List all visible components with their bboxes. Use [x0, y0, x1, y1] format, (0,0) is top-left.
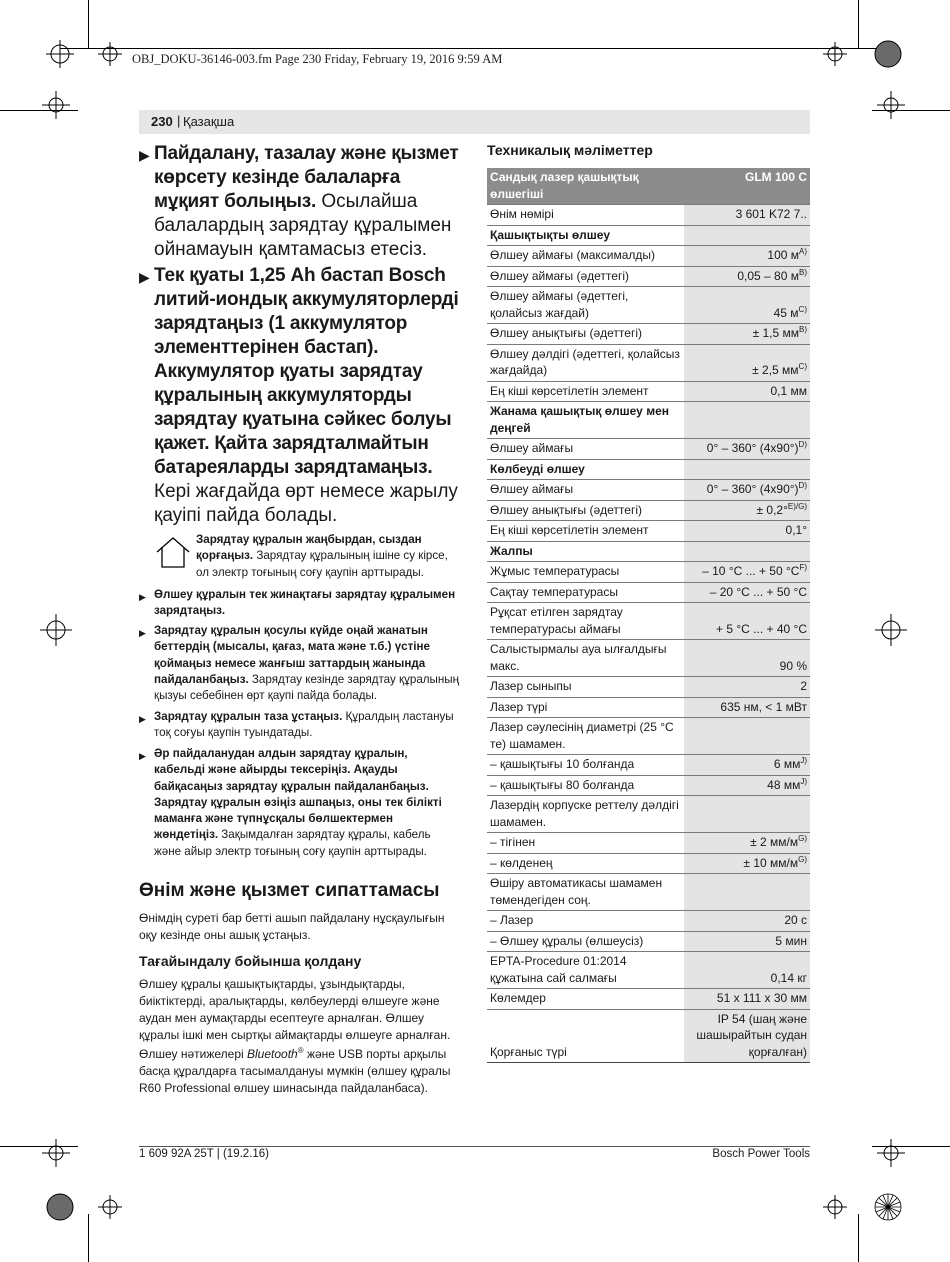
tech-data-title: Техникалық мәліметтер [487, 142, 653, 158]
table-row [487, 246, 810, 267]
row-value-text: ± 0,2° [756, 502, 788, 517]
row-label: Өлшеу аймағы (максималды) [487, 246, 684, 267]
triangle-bullet-icon: ▶ [139, 592, 146, 602]
row-value [684, 874, 810, 911]
table-row [487, 562, 810, 583]
row-label: Салыстырмалы ауа ылғалдығы макс. [487, 640, 684, 677]
warning-battery-text: Кері жағдайда өрт немесе жарылу қауіпі пайда болады. [154, 481, 458, 526]
crosshair-target-icon [875, 614, 907, 646]
table-row [487, 775, 810, 796]
header-model: GLM 100 C [684, 168, 810, 205]
row-label: Өлшеу аймағы (әдеттегі) [487, 266, 684, 287]
table-row [487, 796, 810, 833]
crosshair-target-icon [40, 614, 72, 646]
triangle-bullet-icon: ▶ [139, 714, 146, 724]
triangle-bullet-icon: ▶ [139, 147, 150, 163]
row-value-text: 6 мм [773, 757, 801, 771]
row-label: Өлшеу аймағы (әдеттегі, қолайсыз жағдай) [487, 287, 684, 324]
bullet-bold: Өлшеу құралын тек жинақтағы зарядтау құралымен зарядтаңыз. [154, 588, 456, 618]
row-value-text: + 5 °C ... + 40 °C [716, 621, 807, 636]
row-label: – қашықтығы 80 болғанда [487, 775, 684, 796]
row-value [684, 266, 810, 287]
row-value-text: ± 10 мм/м [743, 855, 799, 870]
crosshair-target-icon [877, 91, 905, 119]
crosshair-target-icon [42, 91, 70, 119]
row-value-text: 0,1 мм [770, 383, 807, 398]
row-label: – Лазер [487, 911, 684, 932]
row-value-text: 0,1° [785, 523, 807, 537]
table-row [487, 205, 810, 226]
row-value [684, 697, 810, 718]
row-value-text: 51 x 111 x 30 мм [716, 991, 807, 1005]
footer-brand: Bosch Power Tools [712, 1148, 810, 1160]
row-value [684, 931, 810, 952]
row-value [684, 582, 810, 603]
row-label: Өлшеу анықтығы (әдеттегі) [487, 324, 684, 345]
row-value-text: 100 м [767, 248, 799, 262]
row-value-text: ± 2,5 мм [752, 363, 799, 377]
row-label: EPTA-Procedure 01:2014 құжатына сай салмағы [487, 952, 684, 989]
row-label: Қорғаныс түрі [487, 1009, 684, 1063]
row-value-text: ± 2 мм/м [750, 835, 799, 849]
row-value-text: 45 м [773, 305, 799, 320]
warning-rain-bold: Зарядтау құралын жаңбырдан, сыздан қорғаңыз. [196, 533, 422, 563]
row-value [684, 603, 810, 640]
footnote-ref: C) [798, 304, 807, 314]
row-label: – тігінен [487, 833, 684, 854]
row-value [684, 755, 810, 776]
row-value-text: 5 мин [775, 933, 807, 948]
tech-data-table [487, 168, 810, 1063]
footer-doc-number: 1 609 92A 25T | (19.2.16) [139, 1148, 270, 1160]
row-value [684, 500, 810, 521]
table-row [487, 931, 810, 952]
page-number: 230 [151, 114, 173, 129]
row-value-text: 90 % [779, 658, 807, 673]
row-label: Өлшеу аймағы [487, 480, 684, 501]
table-row [487, 952, 810, 989]
row-label: Өнім нөмірі [487, 205, 684, 226]
row-label: Өшіру автоматикасы шамамен төмендегіден соң. [487, 874, 684, 911]
row-value [684, 640, 810, 677]
footnote-ref: D) [798, 440, 807, 449]
row-value-text: 0,05 – 80 м [737, 268, 799, 283]
row-label: Өлшеу анықтығы (әдеттегі) [487, 500, 684, 521]
row-value [684, 480, 810, 501]
print-slug: OBJ_DOKU-36146-003.fm Page 230 Friday, February 19, 2016 9:59 AM [132, 52, 503, 66]
row-value-text: 635 нм, < 1 мВт [720, 699, 807, 714]
row-value [684, 853, 810, 874]
row-value [684, 225, 810, 246]
header-separator: | [177, 113, 181, 128]
row-value [684, 911, 810, 932]
footnote-ref: B) [799, 267, 807, 277]
bluetooth-brand: Bluetooth [247, 1047, 298, 1061]
table-header-row [487, 168, 810, 205]
footnote-ref: J) [800, 756, 807, 765]
row-value [684, 677, 810, 698]
row-value [684, 521, 810, 542]
table-row [487, 582, 810, 603]
warning-children-bold: Пайдалану, тазалау және қызмет көрсету кезінде балаларға мұқият болыңыз. [154, 143, 459, 212]
row-label: Жанама қашықтық өлшеу мен деңгей [487, 402, 684, 439]
crosshair-target-icon [823, 42, 847, 66]
table-row [487, 911, 810, 932]
row-label: Лазер сәулесінің диаметрі (25 °C те) шамамен. [487, 718, 684, 755]
row-value [684, 324, 810, 345]
warning-rain-text: Зарядтау құралының ішіне су кірсе, ол электр тоғының соғу қаупін арттырады. [196, 549, 448, 579]
footnote-ref: F) [799, 563, 807, 572]
row-label: – көлденең [487, 853, 684, 874]
footnote-ref: J) [800, 776, 807, 786]
section-title: Өнім және қызмет сипаттамасы [139, 880, 440, 901]
header-language: Қазақша [183, 114, 235, 129]
triangle-bullet-icon: ▶ [139, 751, 146, 761]
gray-dot-target-icon [875, 41, 901, 67]
footnote-ref: G) [798, 834, 807, 843]
row-value [684, 439, 810, 460]
table-section-row [487, 225, 810, 246]
table-row [487, 266, 810, 287]
table-row [487, 853, 810, 874]
triangle-bullet-icon: ▶ [139, 269, 150, 285]
row-value [684, 775, 810, 796]
house-indoor-icon [155, 535, 191, 569]
bullet-text: Құралдың ластануы тоқ соғуы қаупін туындатады. [154, 710, 454, 740]
table-row [487, 640, 810, 677]
row-label: Көлбеуді өлшеу [487, 459, 684, 480]
footnote-ref: B) [799, 325, 807, 334]
row-value-text: 0° – 360° (4x90°) [706, 441, 799, 455]
table-row [487, 381, 810, 402]
bullet-bold: Зарядтау құралын қосулы күйде оңай жанатын беттердің (мысалы, қағаз, мата және т.б.) үстіне қоймаңыз немесе жанғыш заттардың жанында пайдаланбаңыз. [154, 624, 430, 686]
row-value-text: 48 мм [767, 777, 801, 792]
row-label: Рұқсат етілген зарядтау температурасы аймағы [487, 603, 684, 640]
row-label: Өлшеу дәлдігі (әдеттегі, қолайсыз жағдайда) [487, 344, 684, 381]
row-value [684, 381, 810, 402]
crosshair-target-icon [46, 40, 74, 68]
crosshair-target-icon [98, 1195, 122, 1219]
registered-mark: ® [297, 1046, 304, 1055]
row-value-text: ± 1,5 мм [752, 326, 799, 340]
row-value [684, 402, 810, 439]
row-value [684, 246, 810, 267]
subsection-title: Тағайындалу бойынша қолдану [139, 953, 362, 969]
row-value-text: 3 601 K72 7.. [735, 207, 807, 221]
triangle-bullet-icon: ▶ [139, 628, 146, 638]
row-value [684, 287, 810, 324]
row-value [684, 833, 810, 854]
row-value [684, 344, 810, 381]
footnote-ref: C) [798, 362, 807, 371]
bluetooth-paragraph-end: және USB порты арқылы басқа құралдарға тасымалдануы мүмкін (өлшеу құралы R60 Professional өлшеу шинасында пайдаланбаса). [139, 1047, 451, 1095]
row-label: Көлемдер [487, 989, 684, 1010]
row-label: Лазердің корпуске реттелу дәлдігі шамамен. [487, 796, 684, 833]
crosshair-target-icon [42, 1139, 70, 1167]
crosshair-target-icon [823, 1195, 847, 1219]
footnote-ref: A) [799, 247, 807, 256]
section-intro: Өнімдің суреті бар бетті ашып пайдалану нұсқаулығын оқу кезінде оны ашық ұстаңыз. [139, 911, 445, 942]
table-row [487, 697, 810, 718]
row-label: Лазер түрі [487, 697, 684, 718]
table-row [487, 603, 810, 640]
row-value-text: – 10 °C ... + 50 °C [702, 564, 800, 578]
bluetooth-paragraph-start: Өлшеу нәтижелері [139, 1047, 247, 1061]
crosshair-target-icon [877, 1139, 905, 1167]
table-row [487, 439, 810, 460]
table-row [487, 755, 810, 776]
intended-use-paragraph: Өлшеу құралы қашықтықтарды, ұзындықтарды, биіктіктерді, аралықтарды, көлбеулерді өлшеуге және аудан мен аумақтарды есептеуге арналған. Өлшеу құралы ішкі мен сыртқы аймақтарды өлшеуге арналған. [139, 977, 451, 1042]
row-label: Қашықтықты өлшеу [487, 225, 684, 246]
table-row [487, 718, 810, 755]
row-label: – Өлшеу құралы (өлшеусіз) [487, 931, 684, 952]
row-label: Жалпы [487, 541, 684, 562]
gray-dot-target-icon [47, 1194, 73, 1220]
warning-battery-bold: Тек қуаты 1,25 Ah бастап Bosch литий-иондық аккумуляторлерді зарядтаңыз (1 аккумулятор элементтерінен бастап). Аккумулятор қуаты зарядтау құралының аккумуляторды зарядтау қуатына сәйкес болуы қажет. Қайта зарядталмайтын батареяларды зарядтамаңыз. [154, 265, 459, 478]
row-value [684, 1009, 810, 1063]
bullet-bold: Зарядтау құралын таза ұстаңыз. [154, 710, 343, 723]
row-value-text: 0° – 360° (4x90°) [706, 482, 799, 496]
table-row [487, 521, 810, 542]
row-label: Сақтау температурасы [487, 582, 684, 603]
table-row [487, 324, 810, 345]
table-row [487, 344, 810, 381]
bluetooth-paragraph [139, 1046, 461, 1097]
table-row [487, 677, 810, 698]
row-value-text: 0,14 кг [770, 970, 807, 985]
row-label: Өлшеу аймағы [487, 439, 684, 460]
footnote-ref: G) [798, 854, 807, 864]
row-value-text: – 20 °C ... + 50 °C [709, 584, 807, 599]
table-row [487, 833, 810, 854]
bullet-text: Зақымдалған зарядтау құралы, кабель және айыр электр тоғының соғу қаупін арттырады. [154, 828, 431, 858]
row-value-text: 2 [800, 679, 807, 693]
table-section-row [487, 402, 810, 439]
table-row [487, 874, 810, 911]
warning-children-text: Осылайша балалардың зарядтау құралымен ойнамауын қамтамасыз етесіз. [154, 191, 452, 260]
bullet-text: Зарядтау кезінде зарядтау құралының қызуы себебінен өрт қаупі пайда болады. [154, 672, 460, 703]
header-label: Сандық лазер қашықтық өлшегіші [487, 168, 684, 205]
row-value-text: 20 с [784, 913, 807, 927]
table-section-row [487, 459, 810, 480]
row-label: Ең кіші көрсетілетін элемент [487, 381, 684, 402]
row-value [684, 718, 810, 755]
starburst-target-icon [875, 1194, 901, 1220]
row-label: Жұмыс температурасы [487, 562, 684, 583]
row-value [684, 459, 810, 480]
table-section-row [487, 541, 810, 562]
table-row [487, 1009, 810, 1063]
row-value-text: IP 54 (шаң және шашырайтын судан қорғалған) [696, 1011, 807, 1059]
bullet-bold: Әр пайдаланудан алдын зарядтау құралын, кабельді және айырды тексеріңіз. Ақауды байқасаңыз зарядтау құралын пайдаланбаңыз. Зарядтау құралын өзіңіз ашпаңыз, оны тек білікті маманға және түпнұсқалы бөлшектермен жөндетіңіз. [154, 747, 442, 842]
page-header [139, 110, 810, 134]
row-value [684, 796, 810, 833]
row-value [684, 205, 810, 226]
row-label: Ең кіші көрсетілетін элемент [487, 521, 684, 542]
footnote-ref: D) [798, 481, 807, 490]
row-value [684, 562, 810, 583]
row-value [684, 952, 810, 989]
row-value [684, 989, 810, 1010]
table-row [487, 480, 810, 501]
row-value [684, 541, 810, 562]
footnote-ref: E)/G) [787, 501, 807, 511]
row-label: Лазер сыныпы [487, 677, 684, 698]
table-row [487, 989, 810, 1010]
footer-rule [139, 1146, 810, 1147]
table-row [487, 500, 810, 521]
crosshair-target-icon [98, 42, 122, 66]
row-label: – қашықтығы 10 болғанда [487, 755, 684, 776]
table-row [487, 287, 810, 324]
